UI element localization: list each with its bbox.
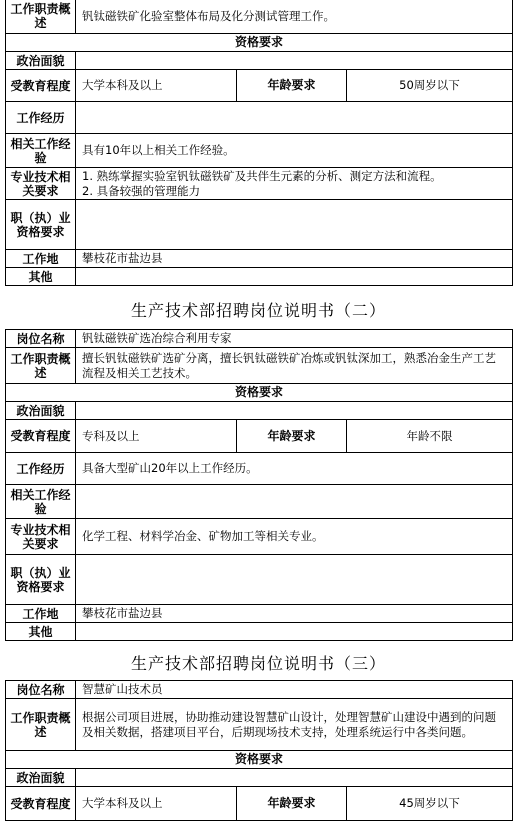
age-label: 年龄要求	[237, 420, 347, 453]
age-value: 50周岁以下	[347, 70, 513, 102]
position-label: 岗位名称	[6, 681, 76, 699]
skill-value: 化学工程、材料学冶金、矿物加工等相关专业。	[76, 519, 513, 555]
section-title-2: 生产技术部招聘岗位说明书（二）	[130, 301, 386, 320]
position-label: 岗位名称	[6, 330, 76, 348]
education-label: 受教育程度	[6, 420, 76, 453]
politics-label: 政治面貌	[6, 769, 76, 787]
duties-value: 钒钛磁铁矿化验室整体布局及化分测试管理工作。	[76, 0, 513, 34]
politics-value	[76, 769, 513, 787]
age-value: 45周岁以下	[347, 787, 513, 821]
other-value	[76, 623, 513, 641]
requirements-header: 资格要求	[6, 384, 513, 402]
related-experience-value	[76, 485, 513, 519]
politics-label: 政治面貌	[6, 52, 76, 70]
education-value: 大学本科及以上	[76, 70, 237, 102]
location-label: 工作地	[6, 250, 76, 268]
related-experience-label: 相关工作经验	[6, 134, 76, 168]
qualification-label: 职（执）业资格要求	[6, 200, 76, 250]
experience-label: 工作经历	[6, 102, 76, 134]
duties-label: 工作职责概述	[6, 348, 76, 384]
other-label: 其他	[6, 268, 76, 286]
experience-value	[76, 102, 513, 134]
location-value: 攀枝花市盐边县	[76, 605, 513, 623]
position-value: 智慧矿山技术员	[76, 681, 513, 699]
location-label: 工作地	[6, 605, 76, 623]
age-label: 年龄要求	[237, 787, 347, 821]
duties-value: 擅长钒钛磁铁矿选矿分离，擅长钒钛磁铁矿冶炼或钒钛深加工，熟悉冶金生产工艺流程及相关工艺技术。	[76, 348, 513, 384]
skill-value	[76, 168, 513, 200]
job-table-3	[5, 680, 513, 821]
qualification-value	[76, 200, 513, 250]
politics-label: 政治面貌	[6, 402, 76, 420]
politics-value	[76, 402, 513, 420]
skill-label: 专业技术相关要求	[6, 519, 76, 555]
qualification-label: 职（执）业资格要求	[6, 555, 76, 605]
skill-label: 专业技术相关要求	[6, 168, 76, 200]
duties-value: 根据公司项目进展，协助推动建设智慧矿山设计，处理智慧矿山建设中遇到的问题及相关数据，搭建项目平台，后期现场技术支持，处理系统运行中各类问题。	[76, 699, 513, 751]
education-label: 受教育程度	[6, 787, 76, 821]
education-value: 大学本科及以上	[76, 787, 237, 821]
job-table-1	[5, 0, 513, 286]
requirements-header: 资格要求	[6, 751, 513, 769]
duties-label: 工作职责概述	[6, 0, 76, 34]
job-table-2	[5, 329, 513, 641]
skill-line-2: 2. 具备较强的管理能力	[82, 183, 201, 198]
related-experience-label: 相关工作经验	[6, 485, 76, 519]
other-label: 其他	[6, 623, 76, 641]
qualification-value	[76, 555, 513, 605]
location-value: 攀枝花市盐边县	[76, 250, 513, 268]
experience-value: 具备大型矿山20年以上工作经历。	[76, 453, 513, 485]
education-value: 专科及以上	[76, 420, 237, 453]
requirements-header: 资格要求	[6, 34, 513, 52]
duties-label: 工作职责概述	[6, 699, 76, 751]
age-label: 年龄要求	[237, 70, 347, 102]
section-title-3: 生产技术部招聘岗位说明书（三）	[130, 654, 386, 673]
skill-line-1: 1. 熟练掌握实验室钒钛磁铁矿及共伴生元素的分析、测定方法和流程。	[82, 168, 442, 183]
education-label: 受教育程度	[6, 70, 76, 102]
other-value	[76, 268, 513, 286]
position-value: 钒钛磁铁矿选冶综合利用专家	[76, 330, 513, 348]
age-value: 年龄不限	[347, 420, 513, 453]
related-experience-value: 具有10年以上相关工作经验。	[76, 134, 513, 168]
politics-value	[76, 52, 513, 70]
experience-label: 工作经历	[6, 453, 76, 485]
